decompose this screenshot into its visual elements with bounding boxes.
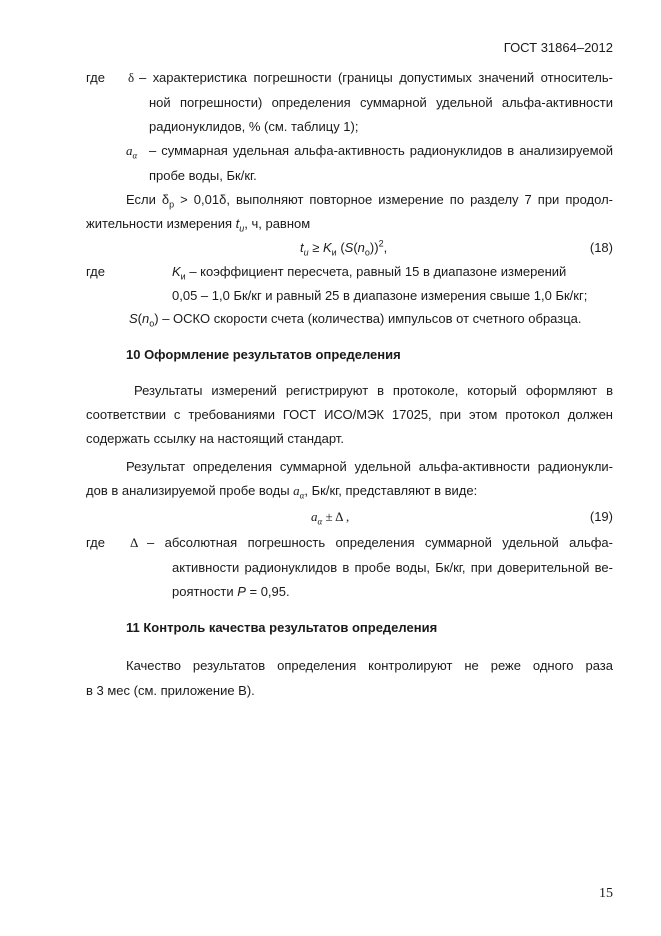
condition-line1: Если $\delta_р > 0,01\delta$, выполняют повторное измерение по разделу 7 при продол- <box>126 192 613 210</box>
def5-line2: активности радионуклидов в пробе воды, Бк/кг, при доверительной ве- <box>172 560 613 575</box>
document-id: ГОСТ 31864–2012 <box>503 40 613 55</box>
def5-line3: роятности P = 0,95. <box>172 584 290 599</box>
s11-p1-line2: в 3 мес (см. приложение В). <box>86 683 255 698</box>
def5-line1: – абсолютная погрешность определения суммарной удельной альфа- <box>147 535 613 550</box>
s10-p1-line3: содержать ссылку на настоящий стандарт. <box>86 431 344 446</box>
def2-symbol <box>126 143 137 159</box>
condition-line2: жительности измерения $t_и$, ч, равном <box>86 216 311 234</box>
equation-18: $t_и \ge K_и$ $(S(n_о))^2$, <box>300 238 388 258</box>
def3-line2: 0,05 – 1,0 Бк/кг и равный 25 в диапазоне измерения свыше 1,0 Бк/кг; <box>172 288 588 303</box>
def4-line: $S(n_о)$ – ОСКО скорости счета (количества) импульсов от счетного образца. <box>129 311 582 329</box>
equation-18-number: (18) <box>589 240 613 255</box>
s10-p2-line1: Результат определения суммарной удельной альфа-активности радионукли- <box>126 459 613 474</box>
where-label: где <box>86 264 105 279</box>
def2-line2: пробе воды, Бк/кг. <box>149 168 257 183</box>
def1-line2: ной погрешности) определения суммарной удельной альфа-активности <box>149 95 613 110</box>
equation-19: $a_\alpha \pm \Delta$ , <box>311 509 350 527</box>
section-11-title: 11 Контроль качества результатов определения <box>126 620 438 635</box>
section-10-title: 10 Оформление результатов определения <box>126 347 401 362</box>
s11-p1-line1: Качество результатов определения контролируют не реже одного раза <box>126 658 613 673</box>
delta-capital-symbol: Δ <box>130 535 139 550</box>
s10-p1-line1: Результаты измерений регистрируют в протоколе, который оформляют в <box>134 383 613 398</box>
s10-p1-line2: соответствии с требованиями ГОСТ ИСО/МЭК 17025, при этом протокол должен <box>86 407 613 422</box>
page-number: 15 <box>599 886 613 901</box>
alpha-subscript: α <box>132 150 138 161</box>
a-symbol: a <box>126 143 133 158</box>
def3-line1: $K_и$ – коэффициент пересчета, равный 15 в диапазоне измерений <box>172 264 567 282</box>
delta-symbol: δ <box>128 70 135 85</box>
def2-line1: – суммарная удельная альфа-активность радионуклидов в анализируемой <box>149 143 613 158</box>
equation-19-number: (19) <box>589 509 613 524</box>
s10-p2-line2: дов в анализируемой пробе воды $a_\alpha$, Бк/кг, представляют в виде: <box>86 483 478 501</box>
def1-line3: радионуклидов, % (см. таблицу 1); <box>149 119 359 134</box>
where-label: где <box>86 70 105 85</box>
where-label: где <box>86 535 105 550</box>
def1-line1: – характеристика погрешности (границы допустимых значений относитель- <box>139 70 613 85</box>
